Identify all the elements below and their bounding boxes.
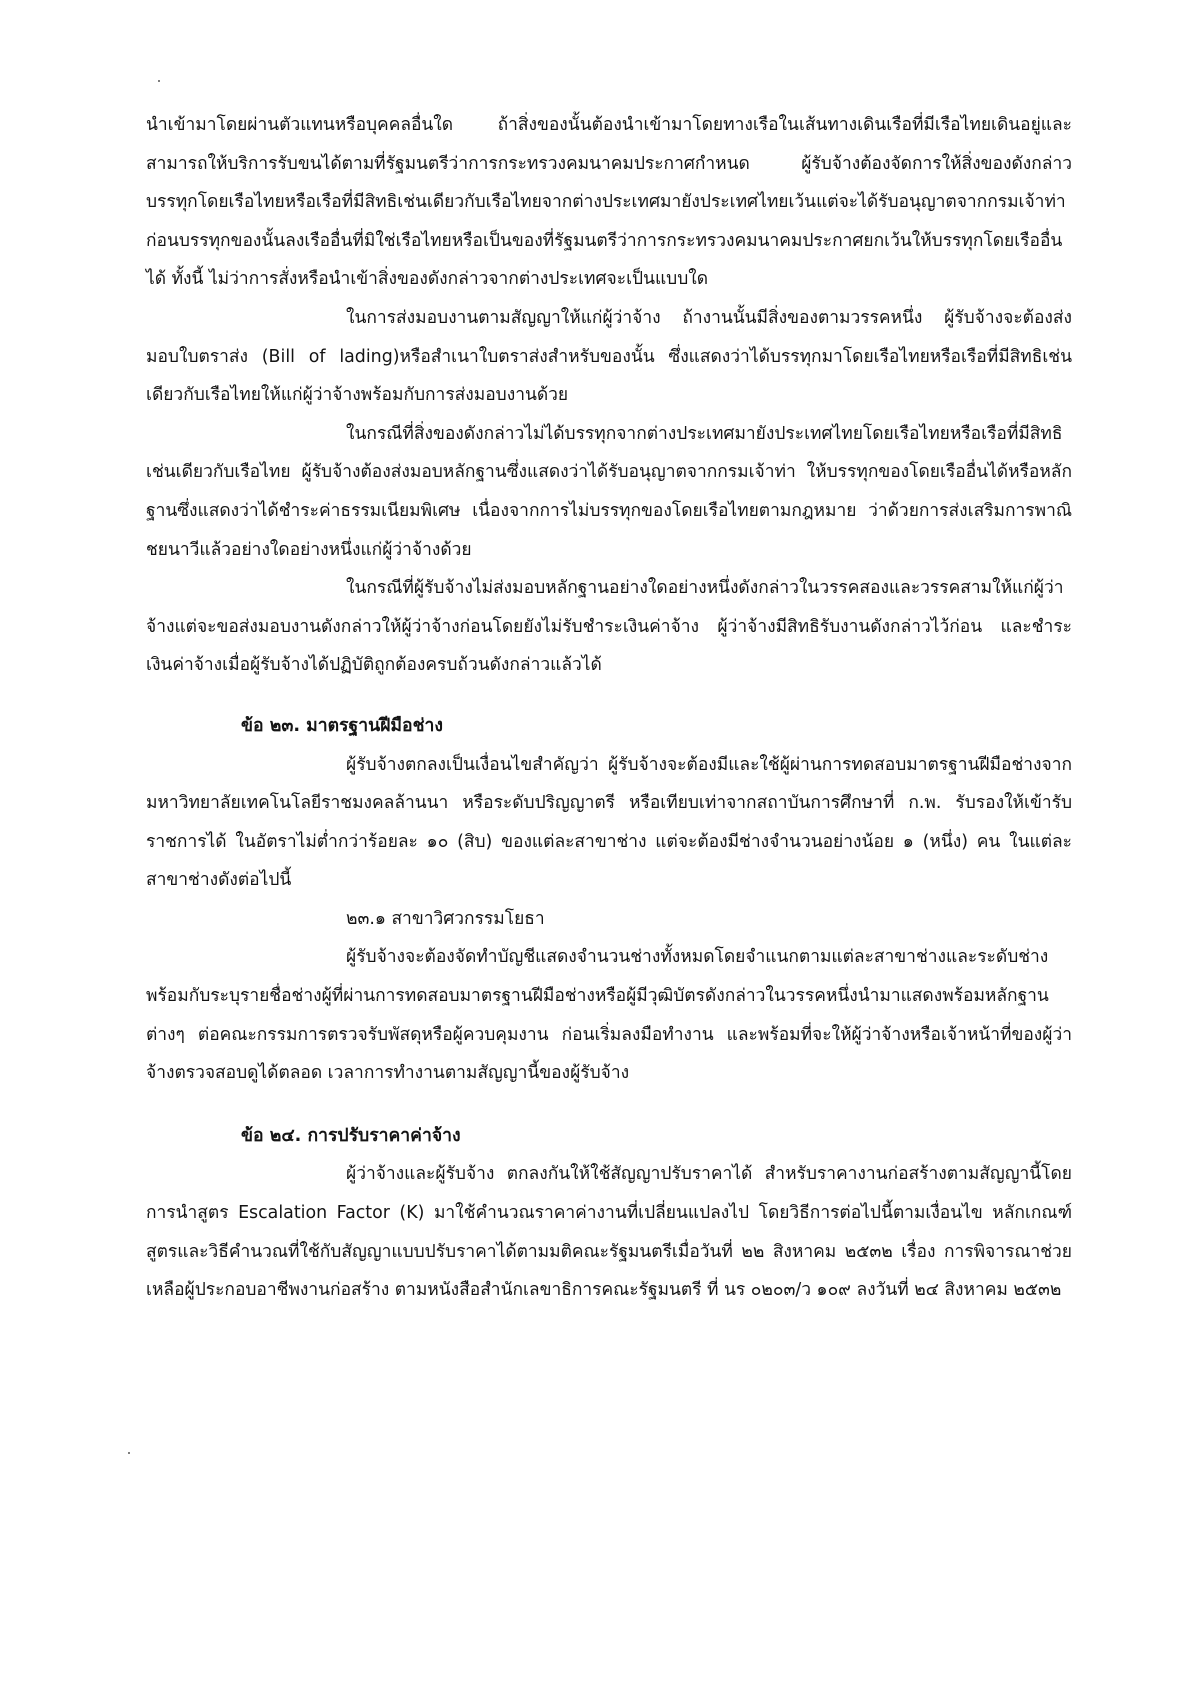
- paragraph-non-thai-vessel: ในกรณีที่สิ่งของดังกล่าวไม่ได้บรรทุกจากต่างประเทศมายังประเทศไทยโดยเรือไทยหรือเรือที่มีสิทธิเช่นเดียวกับเรือไทย ผู้รับจ้างต้องส่งมอบหลักฐานซึ่งแสดงว่าได้รับอนุญาตจากกรมเจ้าท่า ให้บรรทุกของโดยเรืออื่นได้หรือหลักฐานซึ่งแสดงว่าได้ชำระค่าธรรมเนียมพิเศษ เนื่องจากการไม่บรรทุกของโดยเรือไทยตามกฎหมาย ว่าด้วยการส่งเสริมการพาณิชยนาวีแล้วอย่างใดอย่างหนึ่งแก่ผู้ว่าจ้างด้วย: [146, 423, 1072, 560]
- scan-speck: [158, 80, 160, 82]
- section-23-body-2: ผู้รับจ้างจะต้องจัดทำบัญชีแสดงจำนวนช่างทั้งหมดโดยจำแนกตามแต่ละสาขาช่างและระดับช่างพร้อมกับระบุรายชื่อช่างผู้ที่ผ่านการทดสอบมาตรฐานฝีมือช่างหรือผู้มีวุฒิบัตรดังกล่าวในวรรคหนึ่งนำมาแสดงพร้อมหลักฐานต่างๆ ต่อคณะกรรมการตรวจรับพัสดุหรือผู้ควบคุมงาน ก่อนเริ่มลงมือทำงาน และพร้อมที่จะให้ผู้ว่าจ้างหรือเจ้าหน้าที่ของผู้ว่าจ้างตรวจสอบดูได้ตลอด เวลาการทำงานตามสัญญานี้ของผู้รับจ้าง: [146, 947, 1072, 1084]
- section-23-body: ผู้รับจ้างตกลงเป็นเงื่อนไขสำคัญว่า ผู้รับจ้างจะต้องมีและใช้ผู้ผ่านการทดสอบมาตรฐานฝีมือช่างจาก มหาวิทยาลัยเทคโนโลยีราชมงคลล้านนา หรือระดับปริญญาตรี หรือเทียบเท่าจากสถาบันการศึกษาที่ ก.พ. รับรองให้เข้ารับราชการได้ ในอัตราไม่ต่ำกว่าร้อยละ ๑๐ (สิบ) ของแต่ละสาขาช่าง แต่จะต้องมีช่างจำนวนอย่างน้อย ๑ (หนึ่ง) คน ในแต่ละสาขาช่างดังต่อไปนี้: [146, 754, 1072, 891]
- section-24-body: ผู้ว่าจ้างและผู้รับจ้าง ตกลงกันให้ใช้สัญญาปรับราคาได้ สำหรับราคางานก่อสร้างตามสัญญานี้โดยการนำสูตร Escalation Factor (K) มาใช้คำนวณราคาค่างานที่เปลี่ยนแปลงไป โดยวิธีการต่อไปนี้ตามเงื่อนไข หลักเกณฑ์ สูตรและวิธีคำนวณที่ใช้กับสัญญาแบบปรับราคาได้ตามมติคณะรัฐมนตรีเมื่อวันที่ ๒๒ สิงหาคม ๒๕๓๒ เรื่อง การพิจารณาช่วยเหลือผู้ประกอบอาชีพงานก่อสร้าง ตามหนังสือสำนักเลขาธิการคณะรัฐมนตรี ที่ นร ๐๒๐๓/ว ๑๐๙ ลงวันที่ ๒๔ สิงหาคม ๒๕๓๒: [146, 1164, 1072, 1301]
- paragraph-bill-of-lading: ในการส่งมอบงานตามสัญญาให้แก่ผู้ว่าจ้าง ถ้างานนั้นมีสิ่งของตามวรรคหนึ่ง ผู้รับจ้างจะต้องส่งมอบใบตราส่ง (Bill of lading)หรือสำเนาใบตราส่งสำหรับของนั้น ซึ่งแสดงว่าได้บรรทุกมาโดยเรือไทยหรือเรือที่มีสิทธิเช่นเดียวกับเรือไทยให้แก่ผู้ว่าจ้างพร้อมกับการส่งมอบงานด้วย: [146, 307, 1072, 406]
- paragraph-missing-evidence: ในกรณีที่ผู้รับจ้างไม่ส่งมอบหลักฐานอย่างใดอย่างหนึ่งดังกล่าวในวรรคสองและวรรคสามให้แก่ผู้ว่าจ้างแต่จะขอส่งมอบงานดังกล่าวให้ผู้ว่าจ้างก่อนโดยยังไม่รับชำระเงินค่าจ้าง ผู้ว่าจ้างมีสิทธิรับงานดังกล่าวไว้ก่อน และชำระเงินค่าจ้างเมื่อผู้รับจ้างได้ปฏิบัติถูกต้องครบถ้วนดังกล่าวแล้วได้: [146, 578, 1072, 676]
- paragraph-import-shipping: นำเข้ามาโดยผ่านตัวแทนหรือบุคคลอื่นใด ถ้าสิ่งของนั้นต้องนำเข้ามาโดยทางเรือในเส้นทางเดินเรือที่มีเรือไทยเดินอยู่และสามารถให้บริการรับขนได้ตามที่รัฐมนตรีว่าการกระทรวงคมนาคมประกาศกำหนด ผู้รับจ้างต้องจัดการให้สิ่งของดังกล่าวบรรทุกโดยเรือไทยหรือเรือที่มีสิทธิเช่นเดียวกับเรือไทยจากต่างประเทศมายังประเทศไทยเว้นแต่จะได้รับอนุญาตจากกรมเจ้าท่าก่อนบรรทุกของนั้นลงเรืออื่นที่มิใช่เรือไทยหรือเป็นของที่รัฐมนตรีว่าการกระทรวงคมนาคมประกาศยกเว้นให้บรรทุกโดยเรืออื่นได้ ทั้งนี้ ไม่ว่าการสั่งหรือนำเข้าสิ่งของดังกล่าวจากต่างประเทศจะเป็นแบบใด: [146, 115, 1072, 290]
- section-23-heading: ข้อ ๒๓. มาตรฐานฝีมือช่าง: [241, 715, 444, 736]
- section-23-1-item: ๒๓.๑ สาขาวิศวกรรมโยธา: [346, 908, 545, 929]
- document-body: [146, 106, 1072, 1310]
- scan-speck: [128, 1452, 130, 1454]
- section-24-heading: ข้อ ๒๔. การปรับราคาค่าจ้าง: [241, 1125, 461, 1146]
